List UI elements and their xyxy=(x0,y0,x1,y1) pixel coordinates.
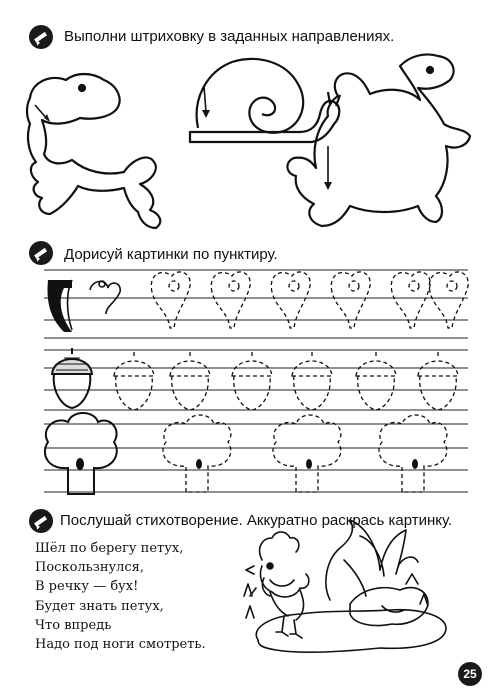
poem-line: Поскользнулся, xyxy=(35,560,145,576)
poem-line: Будет знать петух, xyxy=(35,598,164,614)
task-3-instruction: Послушай стихотворение. Аккуратно раскрась картинку. xyxy=(60,512,453,529)
page-number: 25 xyxy=(458,662,482,686)
task-2-instruction: Дорисуй картинки по пунктиру. xyxy=(64,246,278,263)
poem-line: В речку — бух! xyxy=(35,579,139,595)
task-1-instruction: Выполни штриховку в заданных направлениях. xyxy=(64,28,395,45)
poem-line: Что впредь xyxy=(35,617,112,633)
poem-line: Надо под ноги смотреть. xyxy=(35,637,206,653)
poem-line: Шёл по берегу петух, xyxy=(35,541,184,556)
